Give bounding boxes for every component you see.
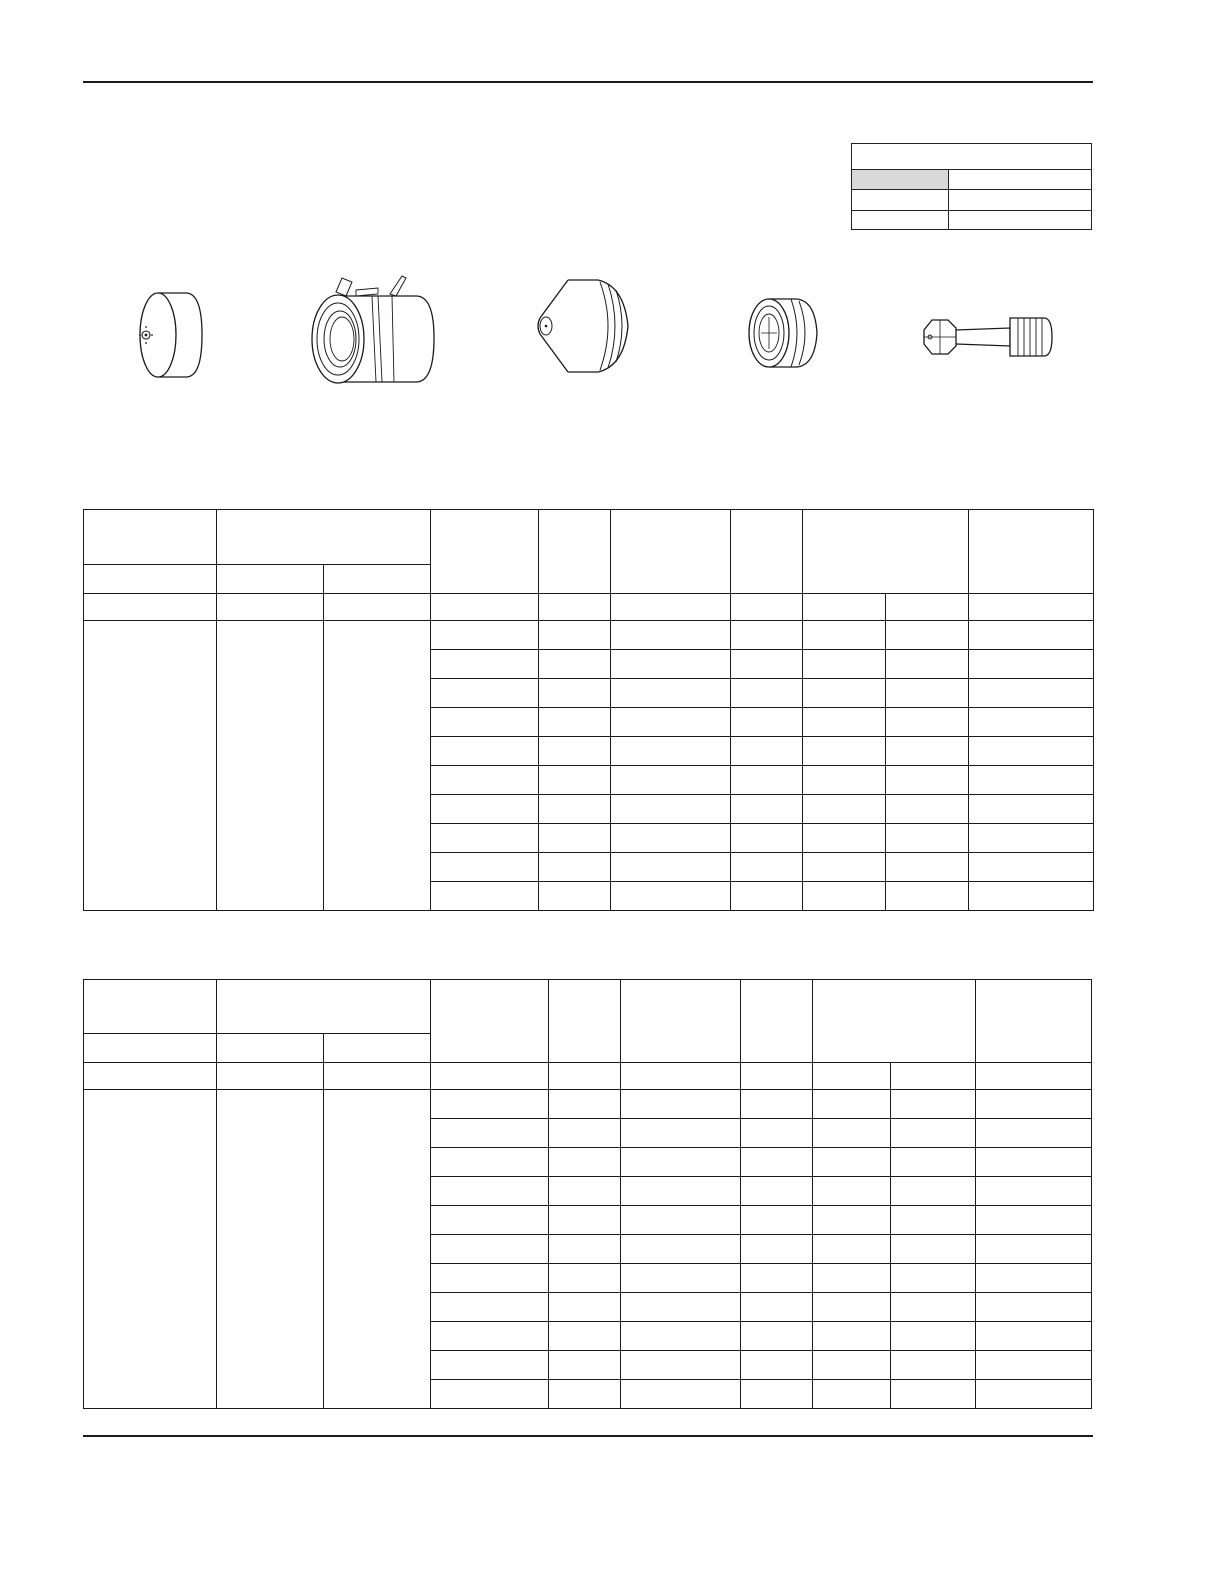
table-cell xyxy=(813,1235,891,1264)
table-cell xyxy=(431,1206,549,1235)
table-cell xyxy=(741,1351,813,1380)
table-cell xyxy=(731,621,803,650)
table-cell xyxy=(84,1090,217,1409)
table-cell xyxy=(969,824,1094,853)
table-cell xyxy=(813,1380,891,1409)
legend-row xyxy=(852,210,1091,211)
table-cell xyxy=(886,594,969,621)
table-header-cell xyxy=(84,565,217,594)
table-cell xyxy=(324,1063,431,1090)
table-header-cell xyxy=(217,1034,324,1063)
table-cell xyxy=(803,650,886,679)
table-cell xyxy=(976,1177,1092,1206)
table-cell xyxy=(886,853,969,882)
table-cell xyxy=(976,1063,1092,1090)
table-cell xyxy=(976,1090,1092,1119)
table-header-cell xyxy=(217,980,431,1034)
table-cell xyxy=(741,1293,813,1322)
table-cell xyxy=(803,737,886,766)
header-rule xyxy=(83,81,1093,83)
electrode-icon xyxy=(918,310,1056,364)
table-cell xyxy=(549,1063,621,1090)
table-header-cell xyxy=(621,980,741,1063)
retaining-cap-icon xyxy=(306,272,440,394)
table-cell xyxy=(621,1293,741,1322)
table-cell xyxy=(549,1322,621,1351)
table-cell xyxy=(891,1235,976,1264)
table-cell xyxy=(976,1148,1092,1177)
table-cell xyxy=(549,1090,621,1119)
table-header-cell xyxy=(611,510,731,594)
table-cell xyxy=(539,679,611,708)
table-cell xyxy=(969,708,1094,737)
table-cell xyxy=(84,1063,217,1090)
table-cell xyxy=(886,824,969,853)
table-cell xyxy=(741,1322,813,1351)
table-cell xyxy=(891,1177,976,1206)
table-header-cell xyxy=(217,565,324,594)
table-cell xyxy=(431,621,539,650)
table-cell xyxy=(969,679,1094,708)
table-cell xyxy=(549,1206,621,1235)
table-cell xyxy=(891,1206,976,1235)
table-cell xyxy=(84,594,217,621)
table-cell xyxy=(611,882,731,911)
table-cell xyxy=(886,708,969,737)
table-cell xyxy=(741,1119,813,1148)
table-cell xyxy=(969,650,1094,679)
table-header-cell xyxy=(324,1034,431,1063)
table-cell xyxy=(621,1063,741,1090)
table-cell xyxy=(539,795,611,824)
table-cell xyxy=(803,795,886,824)
table-cell xyxy=(803,679,886,708)
table-cell xyxy=(976,1235,1092,1264)
table-cell xyxy=(539,650,611,679)
table-cell xyxy=(621,1264,741,1293)
table-cell xyxy=(891,1322,976,1351)
table-cell xyxy=(324,621,431,911)
table-cell xyxy=(539,766,611,795)
table-header-cell xyxy=(84,510,217,565)
table-header-cell xyxy=(731,510,803,594)
table-cell xyxy=(731,824,803,853)
legend-row xyxy=(852,189,1091,190)
table-cell xyxy=(803,853,886,882)
process-table-1 xyxy=(83,509,1094,911)
nozzle-icon xyxy=(528,272,636,380)
table-cell xyxy=(431,650,539,679)
table-cell xyxy=(431,1090,549,1119)
table-cell xyxy=(431,1322,549,1351)
table-cell xyxy=(976,1264,1092,1293)
table-cell xyxy=(969,737,1094,766)
table-cell xyxy=(976,1119,1092,1148)
table-cell xyxy=(886,882,969,911)
table-header-cell xyxy=(84,980,217,1034)
table-cell xyxy=(886,766,969,795)
table-cell xyxy=(813,1351,891,1380)
table-cell xyxy=(217,1063,324,1090)
table-cell xyxy=(891,1090,976,1119)
table-cell xyxy=(549,1293,621,1322)
table-row xyxy=(84,1090,1092,1119)
table-units-row xyxy=(84,1063,1092,1090)
table-header-cell xyxy=(431,510,539,594)
table-cell xyxy=(611,679,731,708)
table-cell xyxy=(803,594,886,621)
table-cell xyxy=(611,766,731,795)
table-header-cell xyxy=(431,980,549,1063)
table-cell xyxy=(621,1351,741,1380)
table-cell xyxy=(431,882,539,911)
table-cell xyxy=(431,1351,549,1380)
swirl-ring-icon xyxy=(745,293,821,373)
table-header-cell xyxy=(741,980,813,1063)
table-cell xyxy=(549,1119,621,1148)
table-cell xyxy=(549,1177,621,1206)
table-cell xyxy=(976,1322,1092,1351)
table-header-row xyxy=(84,510,1094,565)
table-cell xyxy=(431,594,539,621)
table-cell xyxy=(621,1206,741,1235)
table-cell xyxy=(813,1119,891,1148)
table-cell xyxy=(803,621,886,650)
table-cell xyxy=(431,708,539,737)
table-cell xyxy=(731,594,803,621)
table-header-cell xyxy=(803,510,969,594)
legend-divider xyxy=(948,169,949,229)
table-cell xyxy=(741,1090,813,1119)
table-cell xyxy=(886,679,969,708)
table-cell xyxy=(431,766,539,795)
legend-box xyxy=(851,143,1092,230)
table-cell xyxy=(621,1322,741,1351)
table-header-cell xyxy=(324,565,431,594)
table-cell xyxy=(324,1090,431,1409)
table-units-row xyxy=(84,594,1094,621)
table-cell xyxy=(813,1264,891,1293)
table-cell xyxy=(217,621,324,911)
table-cell xyxy=(731,853,803,882)
table-cell xyxy=(731,650,803,679)
table-cell xyxy=(217,1090,324,1409)
table-cell xyxy=(803,882,886,911)
table-cell xyxy=(891,1351,976,1380)
table-cell xyxy=(969,882,1094,911)
table-cell xyxy=(431,824,539,853)
table-cell xyxy=(741,1235,813,1264)
table-cell xyxy=(621,1177,741,1206)
table-cell xyxy=(813,1206,891,1235)
process-table-2 xyxy=(83,979,1092,1409)
table-header-cell xyxy=(539,510,611,594)
table-cell xyxy=(549,1380,621,1409)
table-cell xyxy=(611,795,731,824)
table-cell xyxy=(621,1119,741,1148)
table-cell xyxy=(969,795,1094,824)
table-cell xyxy=(431,1119,549,1148)
table-cell xyxy=(976,1351,1092,1380)
table-cell xyxy=(611,853,731,882)
table-cell xyxy=(731,679,803,708)
table-cell xyxy=(891,1148,976,1177)
table-cell xyxy=(741,1380,813,1409)
table-cell xyxy=(969,853,1094,882)
table-cell xyxy=(611,621,731,650)
table-cell xyxy=(813,1177,891,1206)
table-cell xyxy=(803,708,886,737)
table-cell xyxy=(84,621,217,911)
table-cell xyxy=(539,594,611,621)
table-cell xyxy=(886,795,969,824)
table-cell xyxy=(741,1206,813,1235)
table-cell xyxy=(431,1380,549,1409)
table-cell xyxy=(803,766,886,795)
table-header-cell xyxy=(976,980,1092,1063)
table-header-cell xyxy=(549,980,621,1063)
table-cell xyxy=(611,594,731,621)
table-header-cell xyxy=(217,510,431,565)
table-cell xyxy=(891,1119,976,1148)
table-cell xyxy=(891,1264,976,1293)
table-header-cell xyxy=(813,980,976,1063)
table-cell xyxy=(431,795,539,824)
table-cell xyxy=(891,1380,976,1409)
table-cell xyxy=(431,1235,549,1264)
table-cell xyxy=(976,1380,1092,1409)
table-cell xyxy=(217,594,324,621)
table-cell xyxy=(731,766,803,795)
table-cell xyxy=(891,1293,976,1322)
table-cell xyxy=(731,882,803,911)
table-cell xyxy=(976,1206,1092,1235)
table-cell xyxy=(813,1293,891,1322)
table-header-cell xyxy=(969,510,1094,594)
table-cell xyxy=(431,737,539,766)
table-cell xyxy=(621,1148,741,1177)
table-cell xyxy=(549,1264,621,1293)
table-cell xyxy=(621,1235,741,1264)
table-cell xyxy=(431,1293,549,1322)
table-header-row xyxy=(84,980,1092,1034)
table-cell xyxy=(741,1063,813,1090)
table-cell xyxy=(611,737,731,766)
table-cell xyxy=(886,621,969,650)
table-cell xyxy=(431,1177,549,1206)
table-cell xyxy=(731,795,803,824)
table-cell xyxy=(741,1148,813,1177)
table-row xyxy=(84,621,1094,650)
table-cell xyxy=(539,824,611,853)
table-cell xyxy=(324,594,431,621)
table-cell xyxy=(813,1148,891,1177)
table-cell xyxy=(431,679,539,708)
table-cell xyxy=(886,650,969,679)
table-cell xyxy=(539,737,611,766)
table-cell xyxy=(969,621,1094,650)
table-cell xyxy=(539,708,611,737)
table-cell xyxy=(611,824,731,853)
table-cell xyxy=(539,882,611,911)
table-cell xyxy=(431,1148,549,1177)
table-cell xyxy=(969,594,1094,621)
table-cell xyxy=(611,708,731,737)
table-cell xyxy=(741,1264,813,1293)
table-cell xyxy=(891,1063,976,1090)
table-cell xyxy=(549,1148,621,1177)
table-cell xyxy=(976,1293,1092,1322)
table-cell xyxy=(731,737,803,766)
table-cell xyxy=(431,853,539,882)
table-cell xyxy=(803,824,886,853)
table-cell xyxy=(539,621,611,650)
table-cell xyxy=(886,737,969,766)
table-cell xyxy=(611,650,731,679)
table-cell xyxy=(731,708,803,737)
footer-rule xyxy=(83,1435,1093,1437)
table-cell xyxy=(549,1351,621,1380)
table-cell xyxy=(813,1090,891,1119)
table-cell xyxy=(741,1177,813,1206)
table-cell xyxy=(621,1380,741,1409)
table-cell xyxy=(969,766,1094,795)
table-header-cell xyxy=(84,1034,217,1063)
table-cell xyxy=(431,1063,549,1090)
table-cell xyxy=(431,1264,549,1293)
table-cell xyxy=(813,1063,891,1090)
table-cell xyxy=(549,1235,621,1264)
legend-shade-swatch xyxy=(852,170,948,189)
table-cell xyxy=(539,853,611,882)
table-cell xyxy=(621,1090,741,1119)
table-cell xyxy=(813,1322,891,1351)
shield-cap-icon xyxy=(128,285,208,385)
